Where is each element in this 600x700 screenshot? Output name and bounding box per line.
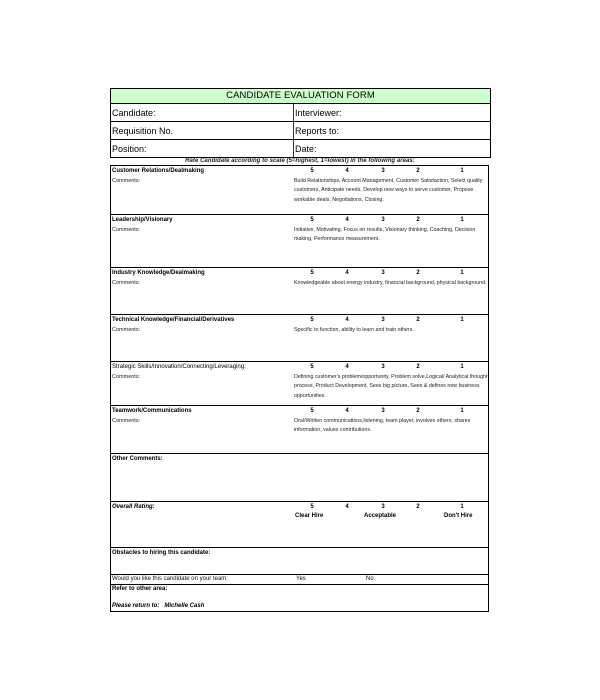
- rating-4[interactable]: 4: [345, 364, 349, 370]
- section-leadership: [111, 214, 488, 267]
- rating-5[interactable]: 5: [310, 408, 314, 414]
- rating-4[interactable]: 4: [345, 168, 349, 174]
- rate-instruction: Rate Candidate according to scale (5=highest, 1=lowest) in the following areas:: [185, 158, 415, 164]
- header-row-position: [111, 140, 490, 158]
- rating-4[interactable]: 4: [345, 317, 349, 323]
- rating-3[interactable]: 3: [381, 317, 385, 323]
- rating-2[interactable]: 2: [416, 364, 420, 370]
- overall-rating-5[interactable]: 5: [310, 504, 314, 510]
- obstacles-label: Obstacles to hiring this candidate:: [112, 550, 211, 556]
- rating-3[interactable]: 3: [381, 364, 385, 370]
- rating-1[interactable]: 1: [460, 408, 464, 414]
- date-field[interactable]: Date:: [295, 144, 317, 154]
- return-to-name: Michelle Cash: [164, 603, 205, 609]
- rating-1[interactable]: 1: [460, 270, 464, 276]
- return-to-line: [112, 602, 204, 610]
- acceptable-label: Acceptable: [364, 513, 397, 519]
- section-description: Defining customer's problem/opportunity, Problem solve,Logical/ Analytical thought process, Product Development, Sees big picture, Sees & defines new business opportunities.: [294, 374, 488, 399]
- comments-label: Comments:: [112, 374, 141, 380]
- rating-1[interactable]: 1: [460, 168, 464, 174]
- header-row-candidate: [111, 104, 490, 122]
- section-description: Build Relationships, Account Management, Customer Satisfaction, Select quality customers, Anticipate needs, Develop new ways to serve customer, Propose workable deals, Negotiations, Closing.: [294, 178, 483, 203]
- reports-to-field[interactable]: Reports to:: [295, 126, 340, 136]
- rating-2[interactable]: 2: [416, 168, 420, 174]
- overall-rating-label: Overall Rating:: [112, 504, 155, 510]
- team-question-label: Would you like this candidate on your team:: [112, 576, 228, 582]
- rating-5[interactable]: 5: [310, 168, 314, 174]
- rating-4[interactable]: 4: [345, 408, 349, 414]
- clear-hire-label: Clear Hire: [295, 513, 324, 519]
- section-description: Specific to function, ability to learn and train others.: [294, 327, 414, 333]
- section-team-question: [111, 574, 488, 584]
- section-teamwork: [111, 405, 488, 453]
- form-title: CANDIDATE EVALUATION FORM: [111, 89, 490, 104]
- rating-2[interactable]: 2: [416, 217, 420, 223]
- refer-label: Refer to other area:: [112, 586, 168, 592]
- dont-hire-label: Don't Hire: [444, 513, 473, 519]
- section-title: Leadership/Visionary: [112, 217, 173, 223]
- comments-label: Comments:: [112, 280, 141, 286]
- overall-rating-4[interactable]: 4: [345, 504, 349, 510]
- rating-3[interactable]: 3: [381, 168, 385, 174]
- section-title: Industry Knowledge/Dealmaking: [112, 270, 205, 276]
- comments-label: Comments:: [112, 178, 141, 184]
- section-title: Customer Relations/Dealmaking: [112, 168, 205, 174]
- rating-1[interactable]: 1: [460, 317, 464, 323]
- interviewer-field[interactable]: Interviewer:: [295, 108, 342, 118]
- position-field[interactable]: Position:: [111, 140, 294, 157]
- comments-label: Comments:: [112, 418, 141, 424]
- section-obstacles[interactable]: [111, 547, 488, 574]
- rating-2[interactable]: 2: [416, 270, 420, 276]
- rating-1[interactable]: 1: [460, 217, 464, 223]
- rating-4[interactable]: 4: [345, 217, 349, 223]
- header-row-requisition: [111, 122, 490, 140]
- section-title: Technical Knowledge/Financial/Derivatives: [112, 317, 235, 323]
- section-overall-rating: [111, 501, 488, 547]
- rating-2[interactable]: 2: [416, 317, 420, 323]
- rating-3[interactable]: 3: [381, 270, 385, 276]
- section-technical-knowledge: [111, 314, 488, 361]
- other-comments-label: Other Comments:: [112, 456, 163, 462]
- overall-rating-3[interactable]: 3: [381, 504, 385, 510]
- rating-5[interactable]: 5: [310, 270, 314, 276]
- section-refer: [111, 584, 488, 612]
- return-to-label: Please return to:: [112, 603, 160, 609]
- rating-2[interactable]: 2: [416, 408, 420, 414]
- form-header-table: [110, 88, 491, 158]
- overall-rating-1[interactable]: 1: [460, 504, 464, 510]
- comments-label: Comments:: [112, 227, 141, 233]
- rating-3[interactable]: 3: [381, 217, 385, 223]
- section-other-comments[interactable]: [111, 453, 488, 501]
- overall-rating-2[interactable]: 2: [416, 504, 420, 510]
- team-no-option[interactable]: No: [366, 576, 374, 582]
- rating-5[interactable]: 5: [310, 217, 314, 223]
- section-industry-knowledge: [111, 267, 488, 314]
- section-title: Strategic Skills/Innovation/Connecting/Leveraging:: [112, 364, 246, 370]
- candidate-field[interactable]: Candidate:: [111, 104, 294, 121]
- rating-4[interactable]: 4: [345, 270, 349, 276]
- section-description: Oral/Written communications,listening, team player, involves others, shares information, values contributions.: [294, 418, 471, 434]
- section-description: Initiative, Motivating, Focus on results, Visionary thinking, Coaching, Decision making, Performance measurement.: [294, 227, 476, 243]
- comments-label: Comments:: [112, 327, 141, 333]
- section-strategic-skills: [111, 361, 488, 405]
- section-customer-relations: [111, 166, 488, 214]
- rating-3[interactable]: 3: [381, 408, 385, 414]
- rating-5[interactable]: 5: [310, 364, 314, 370]
- section-title: Teamwork/Communications: [112, 408, 192, 414]
- rating-1[interactable]: 1: [460, 364, 464, 370]
- requisition-field[interactable]: Requisition No.: [111, 122, 294, 139]
- section-description: Knowledgeable about energy industry, financial background, physical background.: [294, 280, 487, 286]
- evaluation-body: [110, 165, 489, 612]
- team-yes-option[interactable]: Yes: [296, 576, 306, 582]
- rating-5[interactable]: 5: [310, 317, 314, 323]
